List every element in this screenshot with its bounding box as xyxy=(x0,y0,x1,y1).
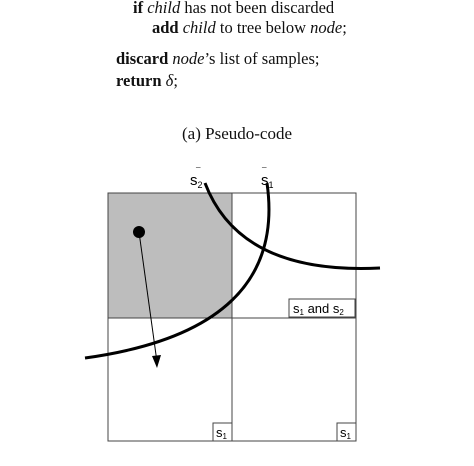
code-text: ; xyxy=(173,71,178,90)
code-text: ; xyxy=(342,18,347,37)
keyword-add: add xyxy=(152,18,179,37)
keyword-discard: discard xyxy=(116,49,169,68)
label-s2: $s_2$ xyxy=(190,172,203,190)
figure-caption: (a) Pseudo-code xyxy=(182,124,292,143)
svg-text:s1: s1 xyxy=(216,425,227,441)
svg-text:s1: s1 xyxy=(340,425,351,441)
code-text: to tree below xyxy=(215,18,311,37)
code-text: ’s list of samples; xyxy=(204,49,320,68)
var-node: node xyxy=(310,18,343,37)
keyword-return: return xyxy=(116,71,162,90)
code-text: has not been discarded xyxy=(180,0,335,17)
shaded-cell xyxy=(108,193,232,318)
label-s1: $s_1$ xyxy=(261,172,274,190)
svg-text:s1 and s2: s1 and s2 xyxy=(293,301,344,317)
var-child: child xyxy=(147,0,181,17)
cell-label-top-right xyxy=(289,299,355,317)
var-child: child xyxy=(182,18,216,37)
cell-label-bottom-right xyxy=(337,423,356,441)
label-s2-bar: – xyxy=(196,162,201,172)
var-delta: δ xyxy=(165,71,174,90)
cell-label-bottom-left xyxy=(213,423,232,441)
arrow-head xyxy=(152,355,161,368)
label-s1-bar: – xyxy=(262,162,267,172)
var-node: node xyxy=(172,49,205,68)
keyword-if: if xyxy=(133,0,144,17)
